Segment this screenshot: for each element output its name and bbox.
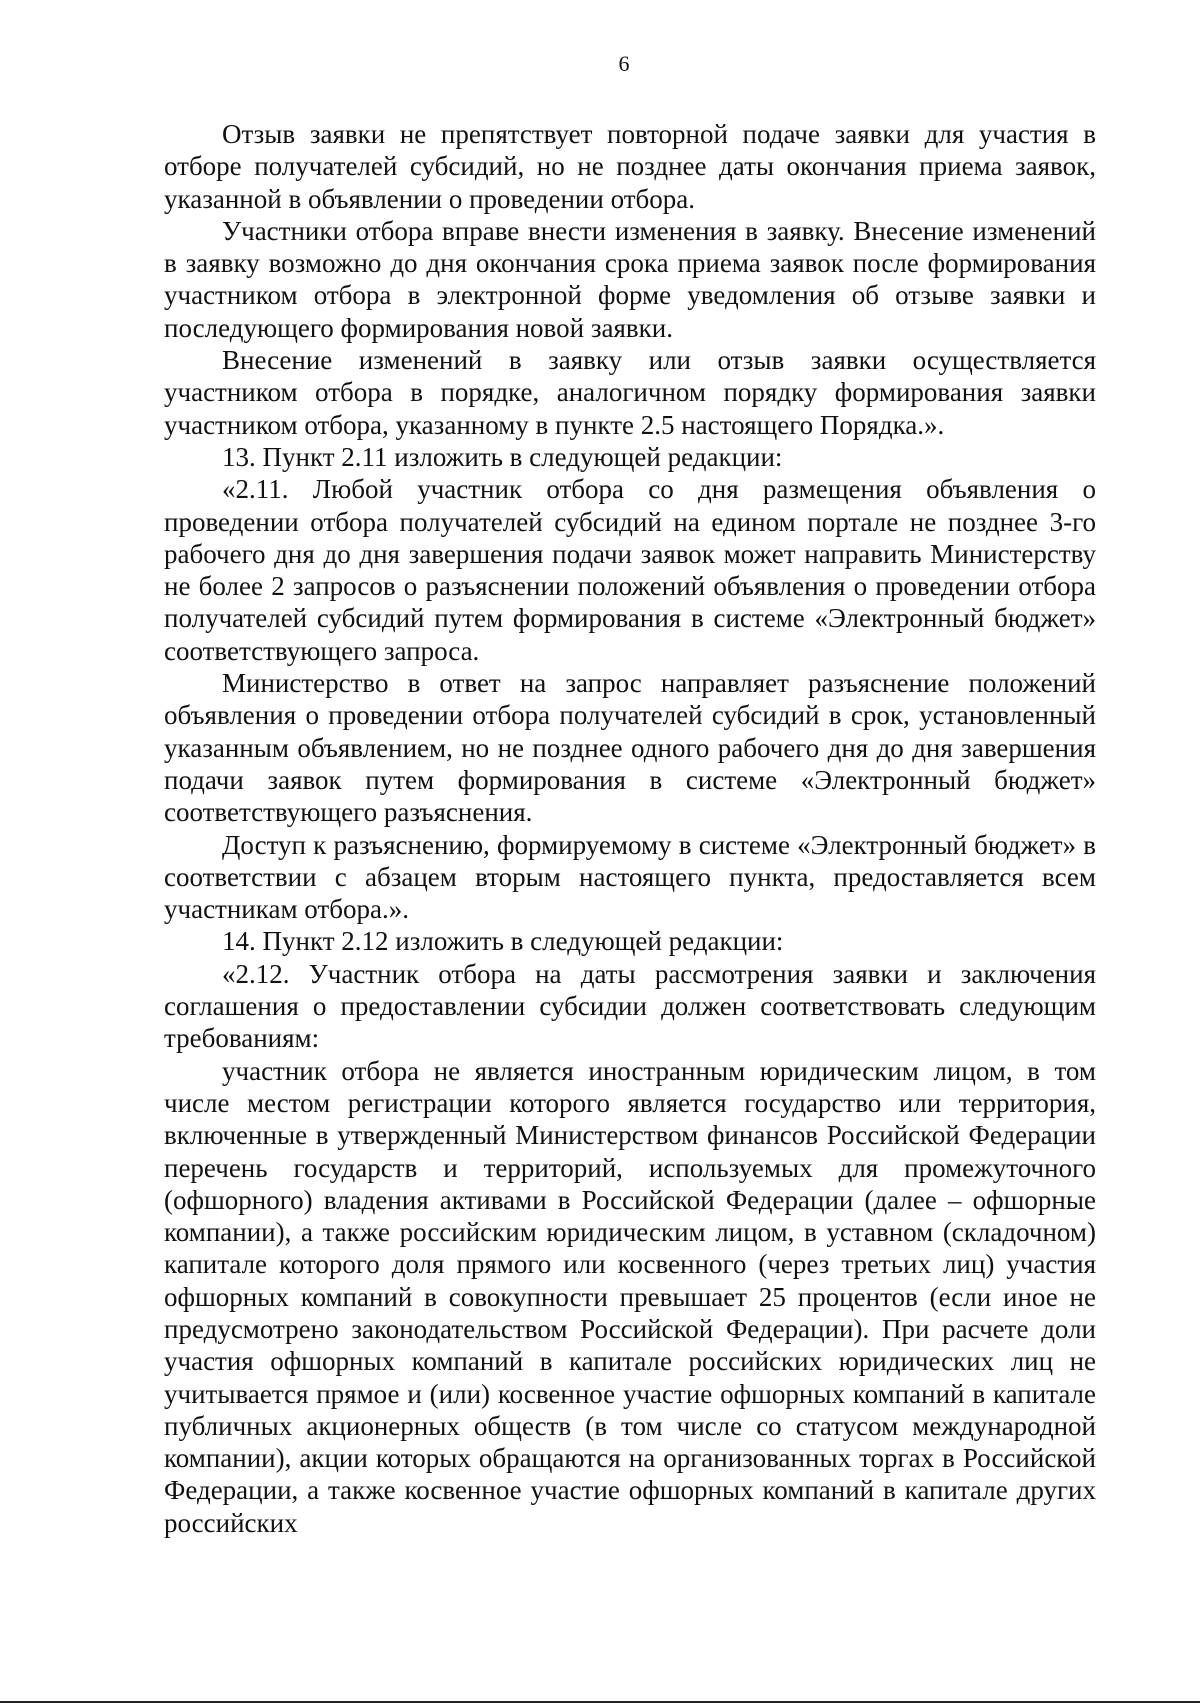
paragraph-clause-2-12: «2.12. Участник отбора на даты рассмотрения заявки и заключения соглашения о предоставлении субсидии должен соответствовать следующим требованиям: (164, 958, 1096, 1054)
paragraph-item-13: 13. Пункт 2.11 изложить в следующей редакции: (222, 441, 783, 472)
paragraph-clause-2-11: «2.11. Любой участник отбора со дня размещения объявления о проведении отбора получателей субсидий на едином портале не позднее 3-го рабочего дня до дня завершения подачи заявок может направить Министерству не более 2 запросов о разъяснении положений объявления о проведении отбора получателей субсидий путем формирования в системе «Электронный бюджет» соответствующего запроса. (164, 474, 1096, 666)
paragraph-withdrawal: Отзыв заявки не препятствует повторной подаче заявки для участия в отборе получателей субсидий, но не позднее даты окончания приема заявок, указанной в объявлении о проведении отбора. (164, 119, 1096, 214)
paragraph-item-14: 14. Пункт 2.12 изложить в следующей редакции: (222, 926, 784, 957)
paragraph-access: Доступ к разъяснению, формируемому в системе «Электронный бюджет» в соответствии с абзацем вторым настоящего пункта, предоставляется всем участникам отбора.». (164, 829, 1096, 925)
page-number: 6 (618, 51, 630, 76)
paragraph-offshore-requirement: участник отбора не является иностранным юридическим лицом, в том числе местом регистрации которого является государство или территория, включенные в утвержденный Министерством финансов Российской Федерации перечень государств и территорий, используемых для промежуточного (офшорного) владения активами в Российской Федерации (далее – офшорные компании), а также российским юридическим лицом, в уставном (складочном) капитале которого доля прямого или косвенного (через третьих лиц) участия офшорных компаний в совокупности превышает 25 процентов (если иное не предусмотрено законодательством Российской Федерации). При расчете доли участия офшорных компаний в капитале российских юридических лиц не учитывается прямое и (или) косвенное участие офшорных компаний в капитале публичных акционерных обществ (в том числе со статусом международной компании), акции которых обращаются на организованных торгах в Российской Федерации, а также косвенное участие офшорных компаний в капитале других российских (164, 1055, 1096, 1538)
paragraph-changes-order: Внесение изменений в заявку или отзыв заявки осуществляется участником отбора в порядке, аналогичном порядку формирования заявки участником отбора, указанному в пункте 2.5 настоящего Порядка.». (164, 345, 1096, 440)
paragraph-changes: Участники отбора вправе внести изменения в заявку. Внесение изменений в заявку возможно до дня окончания срока приема заявок после формирования участником отбора в электронной форме уведомления об отзыве заявки и последующего формирования новой заявки. (164, 215, 1096, 343)
paragraph-ministry-response: Министерство в ответ на запрос направляет разъяснение положений объявления о проведении отбора получателей субсидий в срок, установленный указанным объявлением, но не позднее одного рабочего дня до дня завершения подачи заявок путем формирования в системе «Электронный бюджет» соответствующего разъяснения. (164, 668, 1096, 828)
document-body (164, 118, 1096, 1539)
